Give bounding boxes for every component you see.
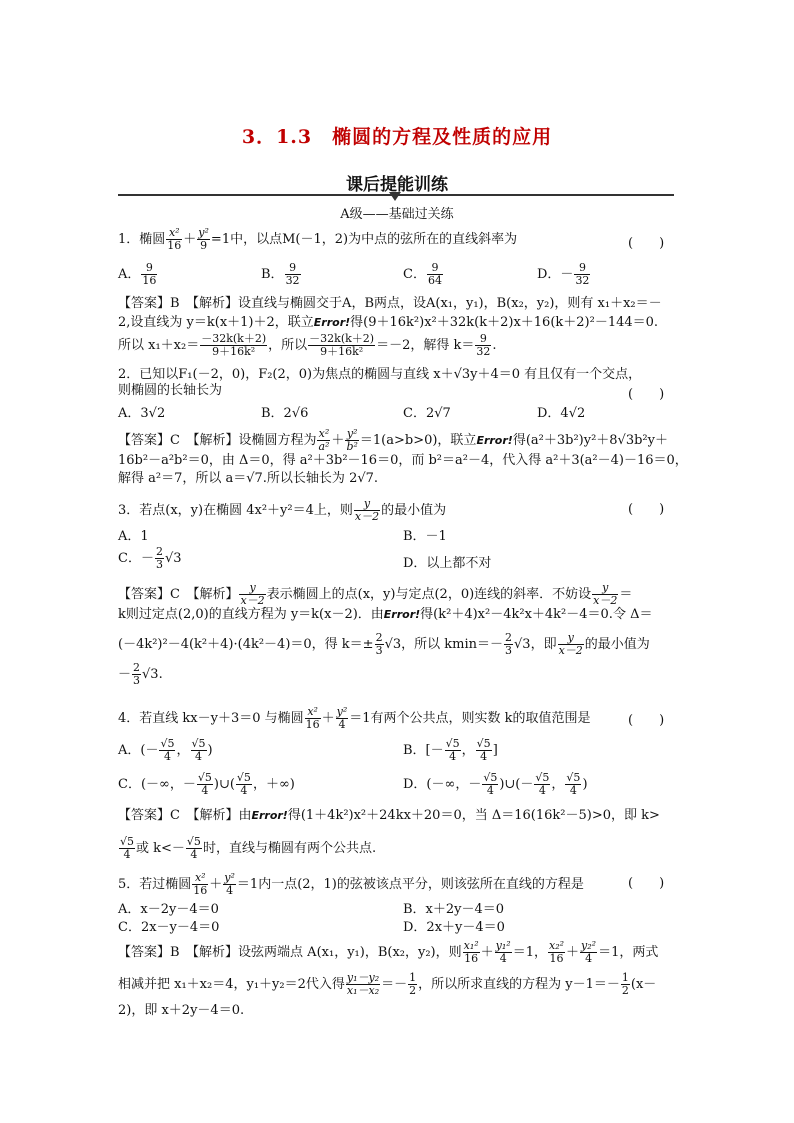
q5-answer-line1: 【答案】B 【解析】设弦两端点 A(x₁，y₁)，B(x₂，y₂)，则 $\frac{\text{x₁²}}{16}$ ＋ $\frac{\text{y₁²}}{4}$ ＝1， $\frac{\text{x₂²}}{16}$ ＋ $\frac{\text{y₂²}}{4}$ ＝1，两式 [118,939,659,965]
q3-answer-line1: 【答案】C 【解析】 $\frac{y}{x-2}$ 表示椭圆上的点(x，y)与定点(2，0)连线的斜率．不妨设 $\frac{y}{x-2}$ ＝ [118,581,633,607]
answer-paren: ( ) [628,502,665,517]
q2-option-a: A．3√2 [118,406,166,421]
q5-answer-line2: 相减并把 x₁＋x₂＝4，y₁＋y₂＝2代入得 $\frac{\text{y₁－y₂}}{\text{x₁－x₂}}$ ＝－ $\frac{1}{2}$ ，所以所求直线的方程为 y－1＝－ $\frac{1}{2}$ (x－ [118,971,657,997]
q4-option-c: C．(－∞，－ $\frac{√5}{4}$ )∪( $\frac{√5}{4}$ ，＋∞) [118,771,295,797]
q2-stem-line1: 2．已知以F₁(－2，0)，F₂(2，0)为焦点的椭圆与直线 x＋√3y＋4＝0 有且仅有一个交点， [118,367,642,382]
q5-option-b: B．x＋2y－4＝0 [403,902,505,917]
q5-option-d: D．2x＋y－4＝0 [403,920,505,935]
q2-answer-line2: 16b²－a²b²＝0，由 Δ＝0，得 a²＋3b²－16＝0，而 b²＝a²－4，代入得 a²＋3(a²－4)－16＝0， [118,453,688,468]
q1-stem-text: =1中，以点M(－1，2)为中点的弦所在的直线斜率为 [210,232,518,247]
section-subtitle: 课后提能训练 [346,175,448,195]
answer-paren: ( ) [628,236,665,251]
q3-option-c: C．－ $\frac{2}{3}$ √3 [118,545,182,571]
answer-paren: ( ) [628,876,665,891]
q1-stem: 1．椭圆 $\frac{\text{x²}}{16}$ ＋ $\frac{\text{y²}}{9}$ =1中，以点M(－1，2)为中点的弦所在的直线斜率为 [118,226,518,252]
q3-option-b: B．－1 [403,529,447,544]
q3-option-a: A．1 [118,529,149,544]
q1-answer-line2: 2,设直线为 y＝k(x＋1)＋2，联立Error!得(9＋16k²)x²＋32k(k＋2)x＋16(k＋2)²－144＝0. [118,315,659,330]
q2-answer-line1: 【答案】C 【解析】设椭圆方程为 $\frac{\text{x²}}{\text{a²}}$ ＋ $\frac{\text{y²}}{\text{b²}}$ ＝1(a>b>0)，联立Error!得(a²＋3b²)y²＋8√3b²y＋ [118,427,668,453]
q4-answer-line1: 【答案】C 【解析】由Error!得(1＋4k²)x²＋24kx＋20＝0，当 Δ＝16(16k²－5)>0，即 k> [118,808,660,823]
q1-option-c: C． $\frac{9}{64}$ [403,261,442,287]
q1-answer-line3: 所以 x₁＋x₂＝ $\frac{-32k(k+2)}{\text{9＋16k²}}$ ，所以 $\frac{-32k(k+2)}{\text{9＋16k²}}$ ＝－2，解得 k＝ $\frac{9}{32}$ . [118,332,497,358]
level-heading: A级——基础过关练 [340,207,454,222]
q2-option-b: B．2√6 [261,406,309,421]
triangle-marker-icon [389,192,401,201]
q1-option-a: A． $\frac{9}{16}$ [118,261,157,287]
q1-stem-text: 1．椭圆 [118,232,166,247]
q3-option-d: D．以上都不对 [403,556,492,571]
q1-option-b: B． $\frac{9}{32}$ [261,261,300,287]
q1-answer-line1: 【答案】B 【解析】设直线与椭圆交于A，B两点，设A(x₁，y₁)，B(x₂，y₂)，则有 x₁＋x₂＝－ [118,296,662,311]
q3-answer-line3: (－4k²)²－4(k²＋4)·(4k²－4)＝0，得 k＝± $\frac{2}{3}$ √3，所以 kmin＝－ $\frac{2}{3}$ √3，即 $\frac{y}{x-2}$ 的最小值为 [118,631,650,657]
answer-paren: ( ) [628,713,665,728]
q5-option-c: C．2x－y－4＝0 [118,920,220,935]
q3-answer-line4: － $\frac{2}{3}$ √3. [118,661,163,687]
q4-stem: 4．若直线 kx－y＋3＝0 与椭圆 $\frac{\text{x²}}{16}$ ＋ $\frac{\text{y²}}{4}$ ＝1有两个公共点，则实数 k的取值范围是 [118,705,591,731]
q5-option-a: A．x－2y－4＝0 [118,902,219,917]
q5-answer-line3: 2)，即 x＋2y－4＝0. [118,1003,245,1018]
q2-stem-line2: 则椭圆的长轴长为 [118,383,223,398]
q4-option-b: B．[－ $\frac{√5}{4}$ ， $\frac{√5}{4}$ ] [403,737,498,763]
fraction: $\frac{\text{y²}}{9}$ [198,226,209,252]
q4-option-d: D．(－∞，－ $\frac{√5}{4}$ )∪(－ $\frac{√5}{4}$ ， $\frac{√5}{4}$ ) [403,771,588,797]
fraction: $\frac{\text{x²}}{16}$ [167,226,182,252]
q2-answer-line3: 解得 a²＝7，所以 a＝√7.所以长轴长为 2√7. [118,471,379,486]
q5-stem: 5．若过椭圆 $\frac{\text{x²}}{16}$ ＋ $\frac{\text{y²}}{4}$ ＝1内一点(2，1)的弦被该点平分，则该弦所在直线的方程是 [118,871,584,897]
q4-option-a: A．(－ $\frac{√5}{4}$ ， $\frac{√5}{4}$ ) [118,737,213,763]
answer-paren: ( ) [628,387,665,402]
q3-answer-line2: k则过定点(2,0)的直线方程为 y＝k(x－2)．由Error!得(k²＋4)x²－4k²x＋4k²－4＝0.令 Δ＝ [118,607,653,622]
q3-stem: 3．若点(x，y)在椭圆 4x²＋y²＝4上，则 $\frac{y}{x-2}$ 的最小值为 [118,497,447,523]
page-title: 3．1.3 椭圆的方程及性质的应用 [241,126,553,148]
q1-option-d: D．－ $\frac{9}{32}$ [537,261,590,287]
q2-option-c: C．2√7 [403,406,451,421]
q4-answer-line2: $\frac{√5}{4}$ 或 k<－ $\frac{√5}{4}$ 时，直线与椭圆有两个公共点. [120,835,377,861]
q2-option-d: D．4√2 [537,406,586,421]
